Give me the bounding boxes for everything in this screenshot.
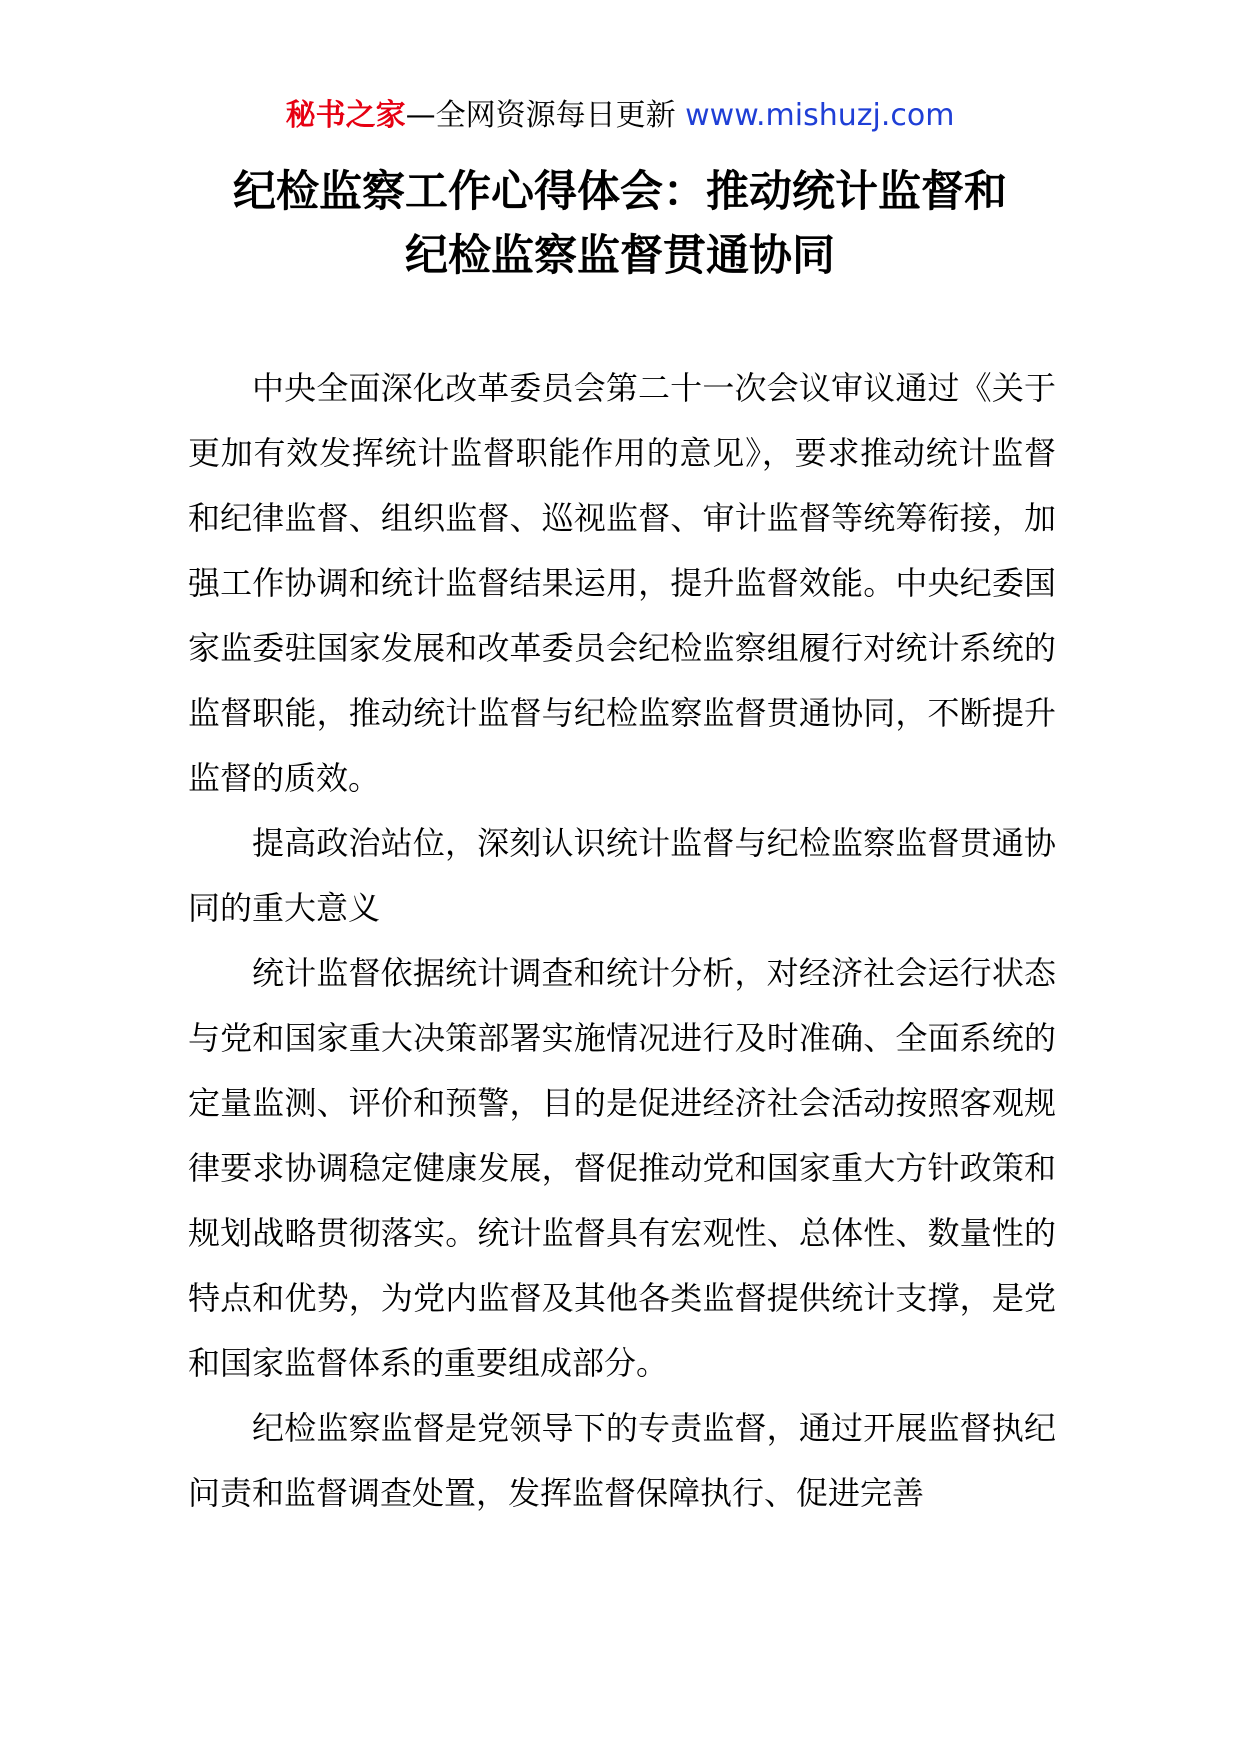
site-header bbox=[0, 96, 1240, 136]
document-body bbox=[188, 356, 1056, 1526]
brand-name: 秘书之家 bbox=[285, 98, 406, 133]
body-paragraph-3: 纪检监察监督是党领导下的专责监督，通过开展监督执纪问责和监督调查处置，发挥监督保障执行、促进完善 bbox=[188, 1409, 1056, 1512]
section-heading: 提高政治站位，深刻认识统计监督与纪检监察监督贯通协同的重大意义 bbox=[188, 824, 1056, 927]
body-paragraph-1: 中央全面深化改革委员会第二十一次会议审议通过《关于更加有效发挥统计监督职能作用的意见》，要求推动统计监督和纪律监督、组织监督、巡视监督、审计监督等统筹衔接，加强工作协调和统计监督结果运用，提升监督效能。中央纪委国家监委驻国家发展和改革委员会纪检监察组履行对统计系统的监督职能，推动统计监督与纪检监察监督贯通协同，不断提升监督的质效。 bbox=[188, 369, 1056, 797]
document-title bbox=[180, 160, 1060, 288]
header-tagline: —全网资源每日更新 bbox=[405, 98, 686, 133]
title-line-1: 纪检监察工作心得体会：推动统计监督和 bbox=[233, 167, 1007, 217]
body-paragraph-2: 统计监督依据统计调查和统计分析，对经济社会运行状态与党和国家重大决策部署实施情况进行及时准确、全面系统的定量监测、评价和预警，目的是促进经济社会活动按照客观规律要求协调稳定健康发展，督促推动党和国家重大方针政策和规划战略贯彻落实。统计监督具有宏观性、总体性、数量性的特点和优势，为党内监督及其他各类监督提供统计支撑，是党和国家监督体系的重要组成部分。 bbox=[188, 954, 1056, 1382]
header-url-link[interactable]: www.mishuzj.com bbox=[685, 98, 955, 133]
title-line-2: 纪检监察监督贯通协同 bbox=[405, 231, 835, 281]
